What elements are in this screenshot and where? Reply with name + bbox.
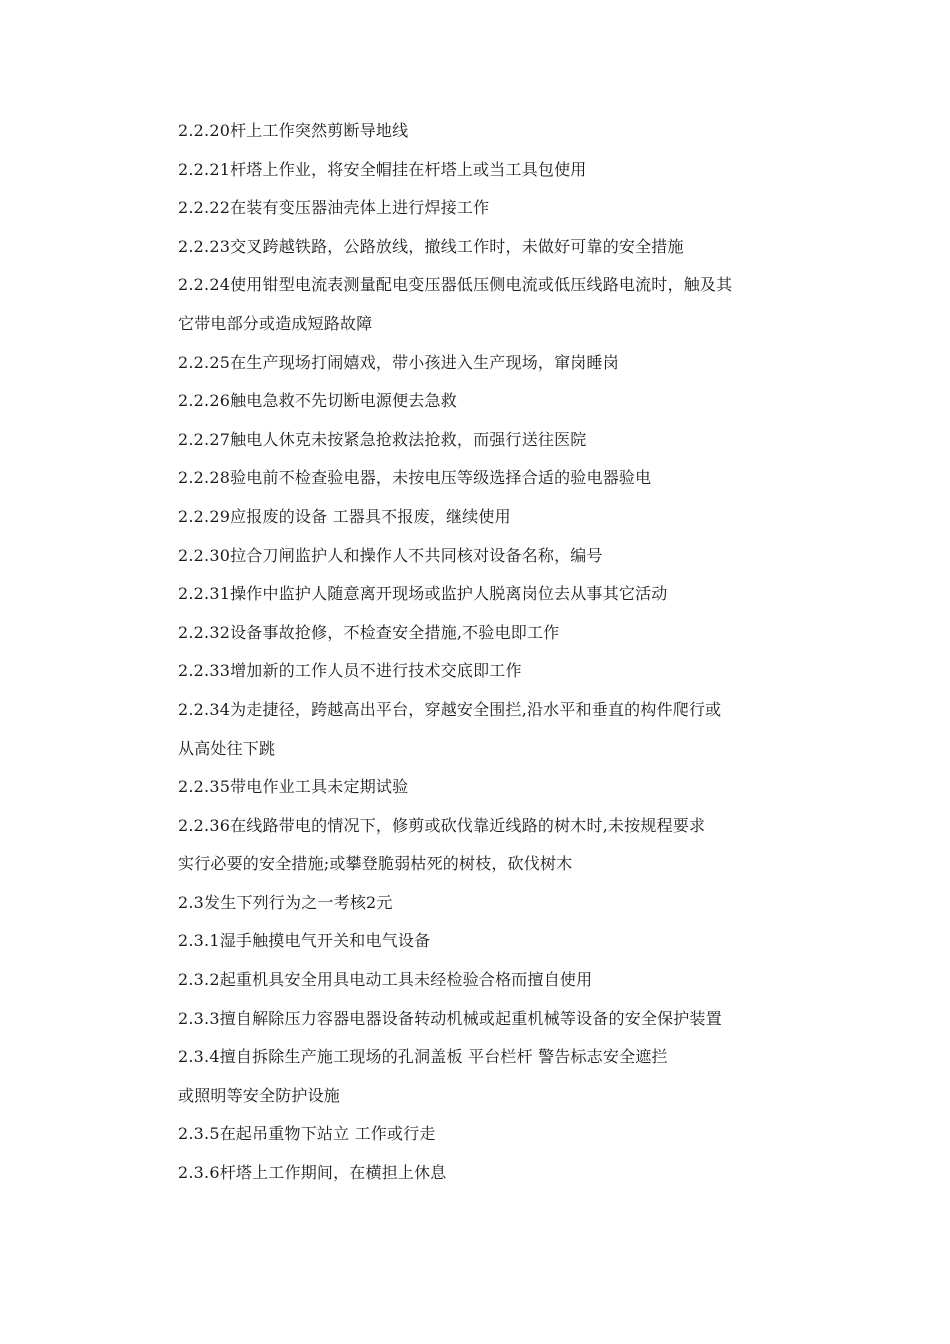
text-line: 2.2.20杆上工作突然剪断导地线	[178, 121, 409, 140]
text-line: 2.2.27触电人休克未按紧急抢救法抢救，而强行送往医院	[178, 429, 587, 449]
text-line: 2.3.1湿手触摸电气开关和电气设备	[178, 931, 431, 951]
text-line: 2.3.3擅自解除压力容器电器设备转动机械或起重机械等设备的安全保护装置	[178, 1008, 722, 1028]
text-line: 2.2.34为走捷径，跨越高出平台，穿越安全围拦,沿水平和垂直的构件爬行或	[178, 699, 722, 719]
text-line: 2.2.33增加新的工作人员不进行技术交底即工作	[178, 661, 522, 681]
text-line: 2.2.36在线路带电的情况下，修剪或砍伐靠近线路的树木时,未按规程要求	[178, 815, 706, 835]
text-line: 2.2.31操作中监护人随意离开现场或监护人脱离岗位去从事其它活动	[178, 584, 668, 604]
text-line: 2.2.35带电作业工具未定期试验	[178, 777, 409, 797]
text-line: 2.2.29应报废的设备 工器具不报废，继续使用	[178, 506, 511, 526]
text-line: 2.2.24使用钳型电流表测量配电变压器低压侧电流或低压线路电流时，触及其	[178, 275, 733, 295]
text-line: 2.3.6杆塔上工作期间，在横担上休息	[178, 1163, 447, 1183]
text-line: 2.2.26触电急救不先切断电源便去急救	[178, 391, 457, 411]
text-line: 2.2.23交叉跨越铁路，公路放线，撤线工作时，未做好可靠的安全措施	[178, 236, 684, 256]
text-line: 2.3.2起重机具安全用具电动工具未经检验合格而擅自使用	[178, 970, 593, 990]
text-line: 2.3.5在起吊重物下站立 工作或行走	[178, 1124, 436, 1144]
text-line: 2.3.4擅自拆除生产施工现场的孔洞盖板 平台栏杆 警告标志安全遮拦	[178, 1047, 668, 1067]
document-body	[178, 117, 818, 1198]
text-line: 或照明等安全防护设施	[178, 1085, 341, 1105]
text-line: 实行必要的安全措施;或攀登脆弱枯死的树枝，砍伐树木	[178, 854, 573, 874]
text-line: 从高处往下跳	[178, 738, 276, 758]
text-line: 2.2.28验电前不检查验电器，未按电压等级选择合适的验电器验电	[178, 468, 652, 488]
text-line: 它带电部分或造成短路故障	[178, 313, 373, 333]
text-line: 2.2.21杆塔上作业，将安全帽挂在杆塔上或当工具包使用	[178, 159, 587, 179]
text-line: 2.2.25在生产现场打闹嬉戏，带小孩进入生产现场，窜岗睡岗	[178, 352, 619, 372]
text-line: 2.2.30拉合刀闸监护人和操作人不共同核对设备名称，编号	[178, 545, 603, 565]
text-line: 2.2.22在装有变压器油壳体上进行焊接工作	[178, 198, 490, 218]
section-heading: 2.3发生下列行为之一考核2元	[178, 892, 393, 912]
text-line: 2.2.32设备事故抢修，不检查安全措施,不验电即工作	[178, 622, 560, 642]
